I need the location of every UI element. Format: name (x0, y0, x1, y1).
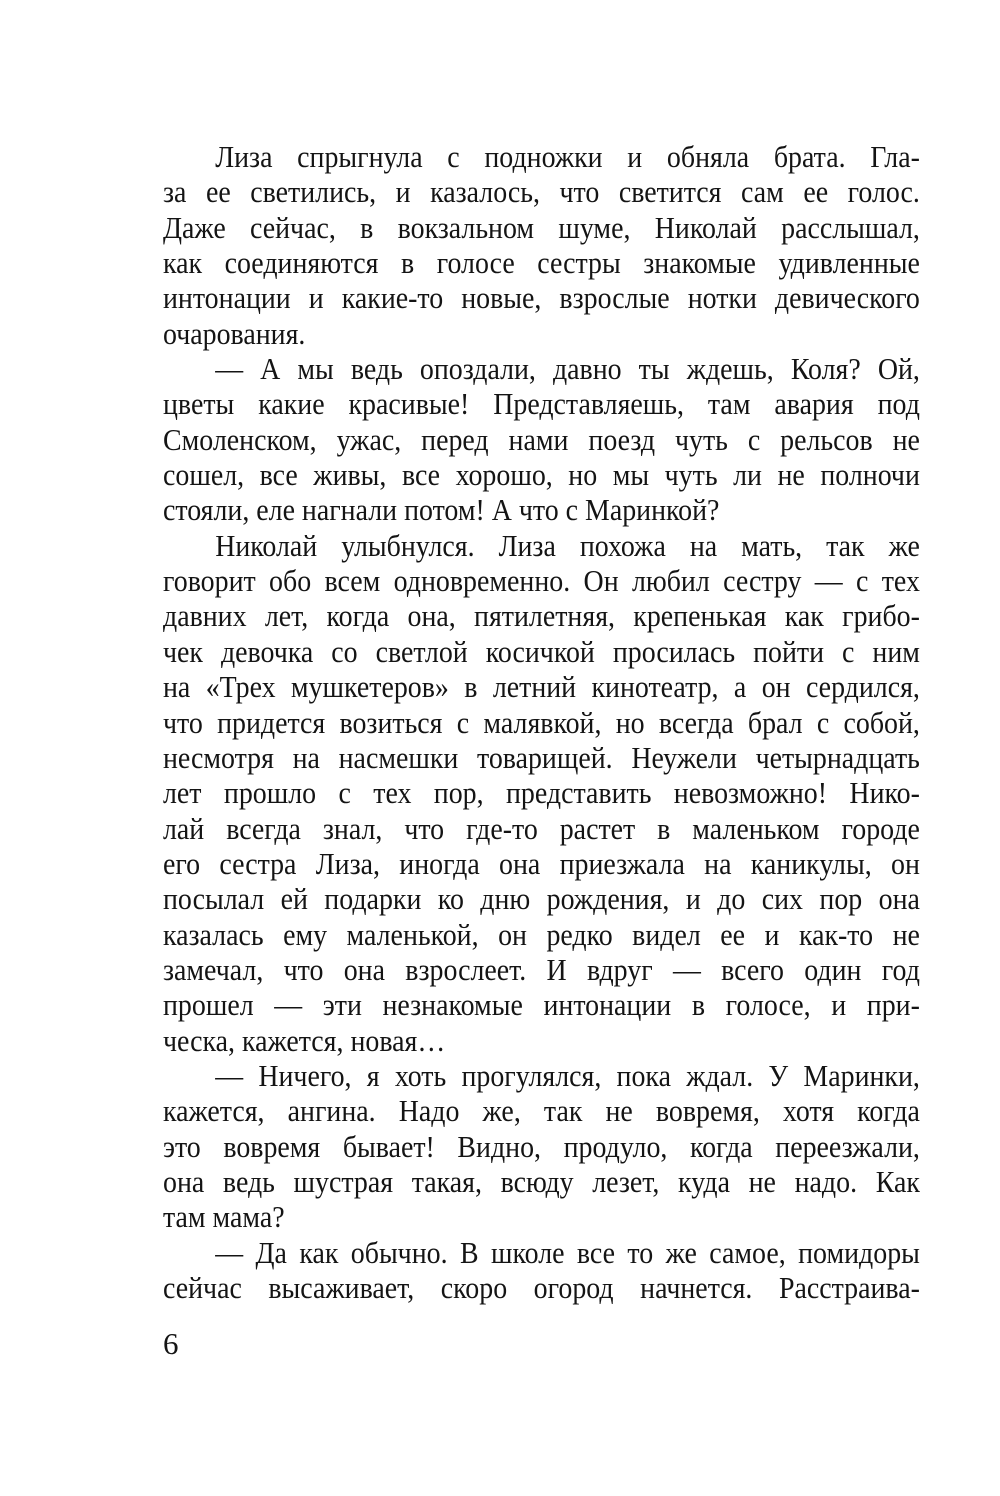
text-line: Смоленском, ужас, перед нами поезд чуть с рельсов не (163, 421, 920, 457)
text-line: сейчас высаживает, скоро огород начнется. Расстраива- (163, 1270, 920, 1305)
paragraph (163, 1058, 920, 1235)
text-line: — А мы ведь опоздали, давно ты ждешь, Коля? Ой, (215, 351, 920, 387)
text-line: казалась ему маленькой, он редко видел ее и как-то не (163, 916, 920, 952)
text-line: цветы какие красивые! Представляешь, там авария под (163, 386, 920, 422)
text-line: прошел — эти незнакомые интонации в голосе, и при- (163, 987, 920, 1023)
paragraph (163, 1235, 920, 1306)
text-line: там мама? (163, 1199, 285, 1235)
text-line: посылал ей подарки ко дню рождения, и до сих пор она (163, 881, 920, 917)
text-line: — Ничего, я хоть прогулялся, пока ждал. У Маринки, (215, 1057, 920, 1093)
paragraph (163, 351, 920, 528)
text-line: чек девочка со светлой косичкой просилась пойти с ним (163, 633, 920, 669)
text-line: как соединяются в голосе сестры знакомые удивленные (163, 245, 920, 281)
text-line: Лиза спрыгнула с подножки и обняла брата. Гла- (215, 139, 920, 174)
page-number: 6 (163, 1326, 179, 1361)
paragraph (163, 139, 920, 351)
text-line: давних лет, когда она, пятилетняя, крепенькая как грибо- (163, 598, 920, 634)
text-line: лай всегда знал, что где-то растет в маленьком городе (163, 810, 920, 846)
text-line: что придется возиться с малявкой, но всегда брал с собой, (163, 704, 920, 740)
text-line: интонации и какие-то новые, взрослые нотки девического (163, 280, 920, 316)
text-line: на «Трех мушкетеров» в летний кинотеатр, а он сердился, (163, 669, 920, 705)
text-line: ческа, кажется, новая… (163, 1022, 446, 1058)
text-line: Даже сейчас, в вокзальном шуме, Николай расслышал, (163, 209, 920, 245)
text-line: очарования. (163, 315, 306, 351)
text-block (163, 139, 920, 1305)
text-line: она ведь шустрая такая, всюду лезет, куда не надо. Как (163, 1163, 920, 1199)
text-line: Николай улыбнулся. Лиза похожа на мать, так же (215, 527, 920, 563)
text-line: говорит обо всем одновременно. Он любил сестру — с тех (163, 563, 920, 599)
text-line: стояли, еле нагнали потом! А что с Маринкой? (163, 492, 720, 528)
text-line: замечал, что она взрослеет. И вдруг — всего один год (163, 951, 920, 987)
text-line: лет прошло с тех пор, представить невозможно! Нико- (163, 775, 920, 811)
text-line: за ее светились, и казалось, что светится сам ее голос. (163, 174, 920, 210)
text-line: его сестра Лиза, иногда она приезжала на каникулы, он (163, 845, 920, 881)
text-line: несмотря на насмешки товарищей. Неужели четырнадцать (163, 739, 920, 775)
text-line: это вовремя бывает! Видно, продуло, когда переезжали, (163, 1128, 920, 1164)
text-line: — Да как обычно. В школе все то же самое, помидоры (215, 1234, 920, 1270)
paragraph (163, 528, 920, 1058)
text-line: сошел, все живы, все хорошо, но мы чуть ли не полночи (163, 457, 920, 493)
text-line: кажется, ангина. Надо же, так не вовремя, хотя когда (163, 1093, 920, 1129)
